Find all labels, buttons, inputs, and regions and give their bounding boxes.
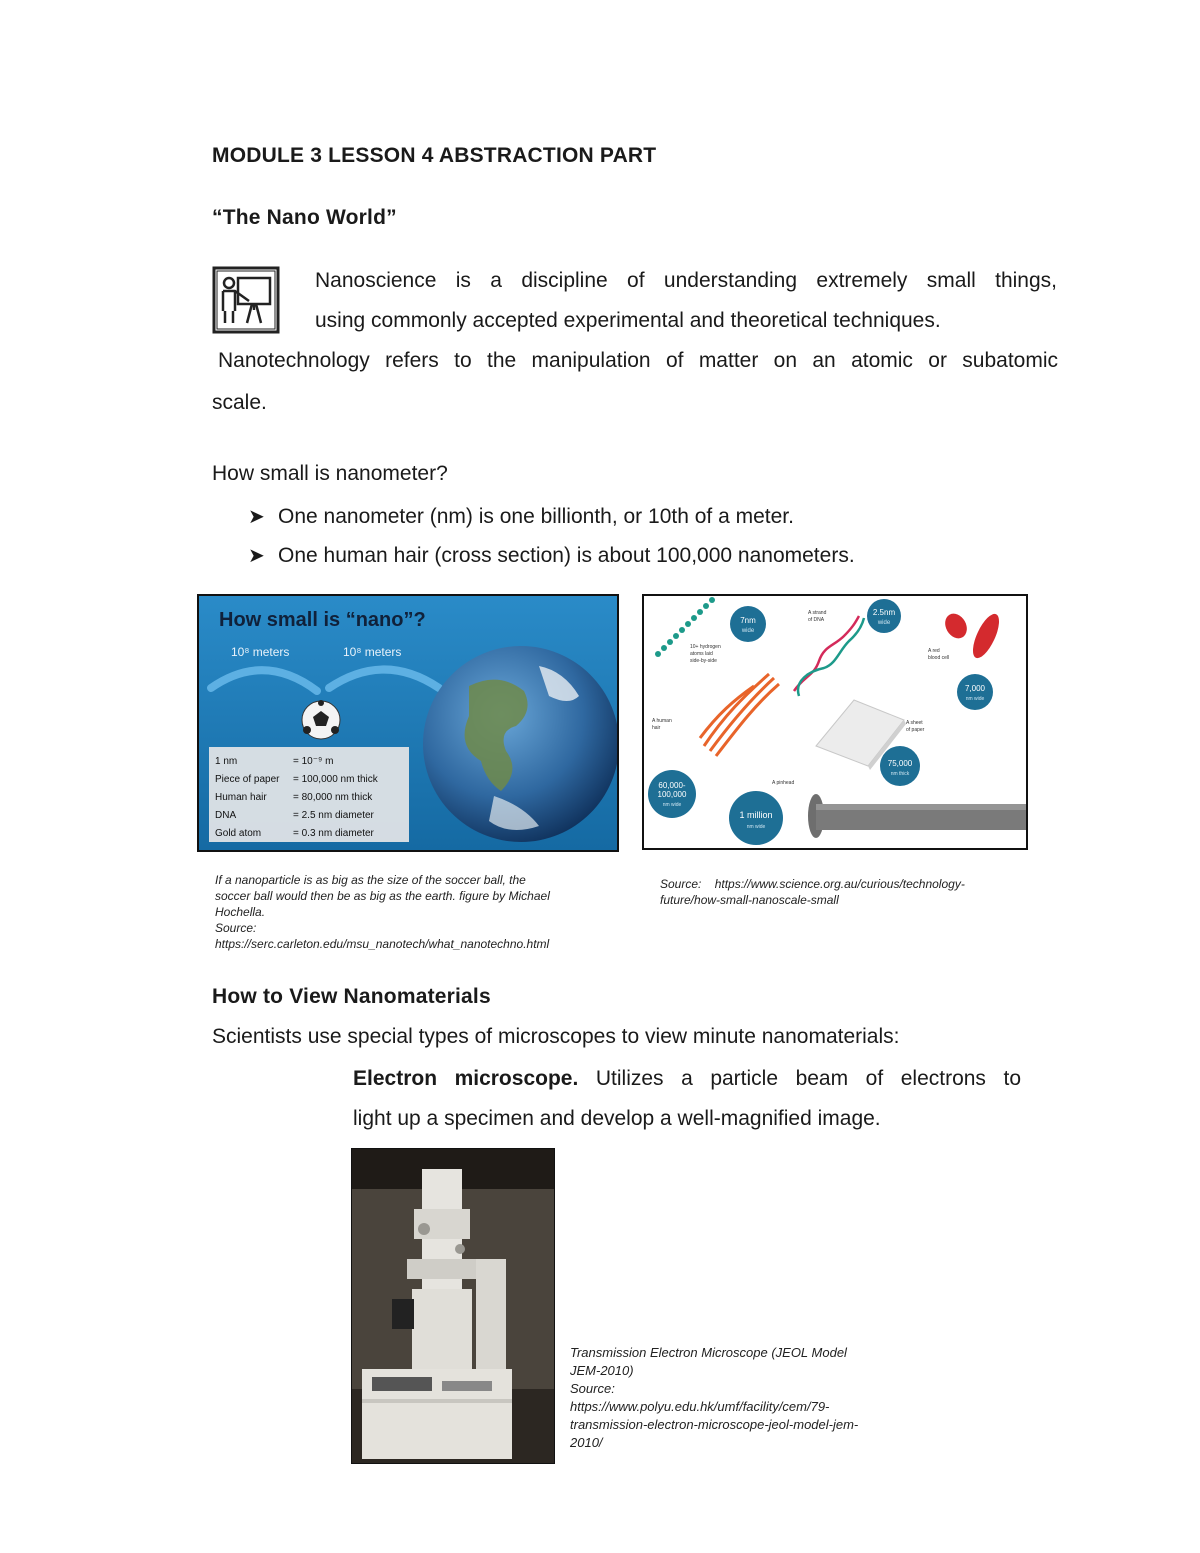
svg-text:A strand: A strand	[808, 610, 827, 616]
svg-text:7nm: 7nm	[740, 616, 756, 625]
figure2-caption	[660, 876, 1020, 908]
caption-line: soccer ball would then be as big as the earth. figure by Michael	[215, 889, 550, 903]
nanotechnology-definition-line2: scale.	[212, 391, 267, 414]
section-heading: How to View Nanomaterials	[212, 985, 491, 1008]
figure1-table-cell: Human hair	[215, 792, 267, 803]
caption-line: transmission-electron-microscope-jeol-model-jem-	[570, 1417, 859, 1432]
svg-text:wide: wide	[877, 620, 891, 626]
figure1-caption	[215, 872, 608, 952]
bullet-text: One nanometer (nm) is one billionth, or 10th of a meter.	[278, 505, 794, 528]
svg-text:A red: A red	[928, 648, 940, 654]
figure1-table-cell: = 80,000 nm thick	[293, 792, 373, 803]
svg-text:60,000-: 60,000-	[658, 781, 686, 790]
caption-line: https://serc.carleton.edu/msu_nanotech/what_nanotechno.html	[215, 937, 550, 951]
figure1-table-cell: Gold atom	[215, 828, 262, 839]
arrow-bullet-icon: ➤	[248, 506, 265, 528]
caption-line: Hochella.	[215, 905, 266, 919]
figure1-table-cell: = 10⁻⁹ m	[293, 756, 334, 767]
electron-microscope-definition-line1	[353, 1059, 1021, 1099]
svg-text:75,000: 75,000	[887, 759, 913, 768]
svg-text:of DNA: of DNA	[808, 617, 825, 623]
svg-text:wide: wide	[741, 628, 755, 634]
soccer-ball-icon	[302, 700, 340, 739]
figure1-table-cell: 1 nm	[215, 756, 238, 767]
svg-text:nm wide: nm wide	[746, 824, 766, 830]
figure-electron-microscope-photo	[351, 1148, 555, 1464]
nanoscience-definition-line2: using commonly accepted experimental and theoretical techniques.	[315, 309, 941, 332]
svg-text:hair: hair	[652, 725, 661, 731]
svg-text:atoms laid: atoms laid	[690, 651, 713, 657]
nanoscience-definition-line1: Nanoscience is a discipline of understanding extremely small things,	[315, 269, 1057, 292]
svg-text:nm thick: nm thick	[890, 771, 910, 777]
caption-line: Source:	[570, 1381, 615, 1396]
definition-text: Utilizes a particle beam of electrons to	[595, 1067, 1021, 1090]
caption-line: 2010/	[570, 1435, 603, 1450]
svg-text:A human: A human	[652, 718, 672, 724]
figure-nanoscale-infographic	[642, 594, 1028, 850]
svg-text:of paper: of paper	[906, 727, 925, 733]
figure1-table-cell: = 0.3 nm diameter	[293, 828, 374, 839]
figure1-title: How small is “nano”?	[219, 609, 426, 631]
figure1-table-cell: = 100,000 nm thick	[293, 774, 378, 785]
svg-text:blood cell: blood cell	[928, 655, 950, 661]
bullet-item	[248, 543, 855, 568]
caption-line: JEM-2010)	[570, 1363, 634, 1378]
figure1-table-cell: Piece of paper	[215, 774, 280, 785]
figure1-table-cell: = 2.5 nm diameter	[293, 810, 374, 821]
figure-how-small-is-nano	[197, 594, 619, 852]
teacher-presentation-icon	[212, 266, 280, 334]
svg-text:A sheet: A sheet	[906, 720, 923, 726]
earth-icon	[423, 646, 617, 842]
caption-line: If a nanoparticle is as big as the size of the soccer ball, the	[215, 873, 526, 887]
electron-microscope-term: Electron microscope.	[353, 1067, 579, 1090]
figure1-right-label: 10⁸ meters	[343, 645, 402, 659]
monitor	[392, 1299, 414, 1329]
bullet-text: One human hair (cross section) is about 100,000 nanometers.	[278, 544, 855, 567]
module-heading: MODULE 3 LESSON 4 ABSTRACTION PART	[212, 144, 657, 167]
svg-text:A pinhead: A pinhead	[772, 780, 795, 786]
figure1-table-cell: DNA	[215, 810, 237, 821]
svg-text:100,000: 100,000	[657, 790, 687, 799]
caption-line: Source: https://www.science.org.au/curious/technology-	[660, 877, 965, 891]
figure3-caption	[570, 1344, 920, 1452]
section-intro: Scientists use special types of microscopes to view minute nanomaterials:	[212, 1025, 900, 1048]
svg-text:1 million: 1 million	[739, 810, 773, 820]
lesson-subtitle: “The Nano World”	[212, 206, 397, 229]
svg-text:side-by-side: side-by-side	[690, 658, 717, 664]
figure1-left-label: 10⁸ meters	[231, 645, 290, 659]
caption-line: https://www.polyu.edu.hk/umf/facility/cem/79-	[570, 1399, 830, 1414]
caption-line: Transmission Electron Microscope (JEOL Model	[570, 1345, 847, 1360]
svg-text:nm wide: nm wide	[965, 696, 985, 702]
bullet-item	[248, 504, 794, 529]
nanometer-question: How small is nanometer?	[212, 462, 448, 485]
caption-line: Source:	[215, 921, 257, 935]
caption-line: future/how-small-nanoscale-small	[660, 893, 839, 907]
svg-text:nm wide: nm wide	[662, 802, 682, 808]
svg-text:7,000: 7,000	[964, 684, 986, 693]
svg-text:2.5nm: 2.5nm	[872, 608, 896, 617]
arrow-bullet-icon: ➤	[248, 545, 265, 567]
nanotechnology-definition-line1: Nanotechnology refers to the manipulation of matter on an atomic or subatomic	[218, 349, 1058, 372]
svg-text:10+ hydrogen: 10+ hydrogen	[690, 644, 721, 650]
electron-microscope-definition-line2: light up a specimen and develop a well-magnified image.	[353, 1107, 881, 1130]
